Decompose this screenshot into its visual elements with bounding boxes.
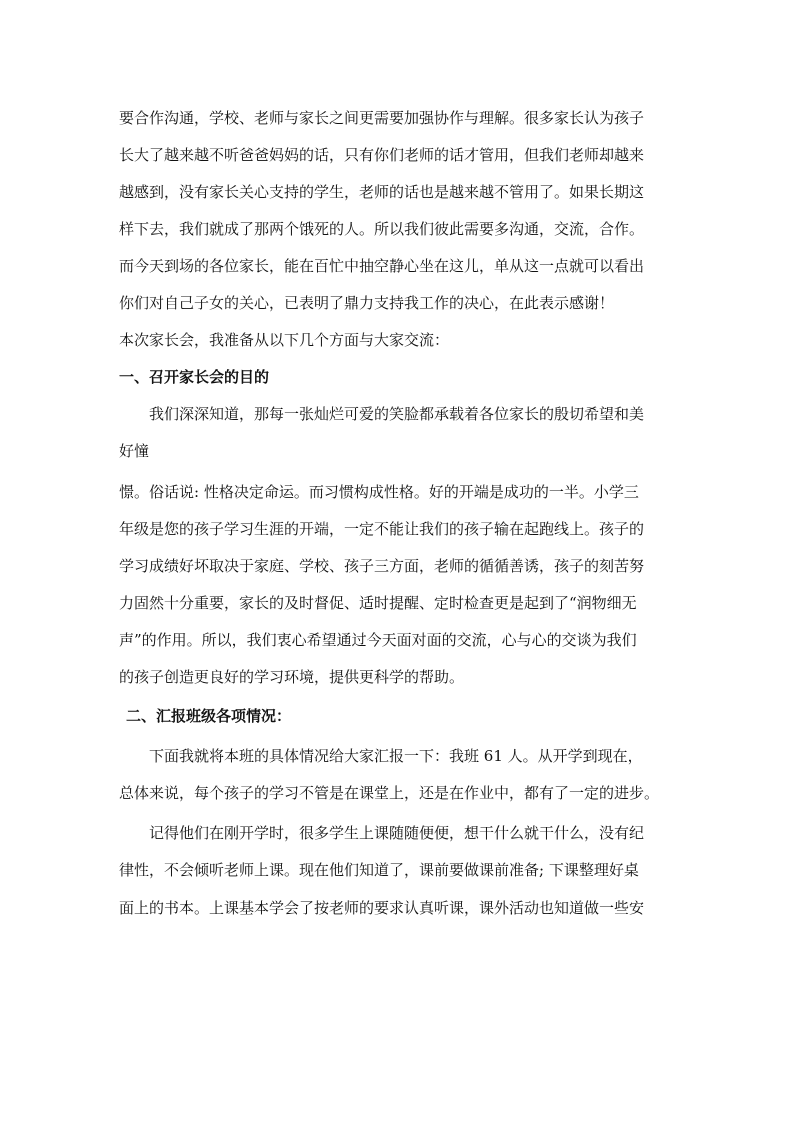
paragraph-line: 下面我就将本班的具体情况给大家汇报一下：我班 61 人。从开学到现在， <box>149 747 643 765</box>
paragraph-line: 要合作沟通，学校、老师与家长之间更需要加强协作与理解。很多家长认为孩子 <box>119 109 645 127</box>
paragraph-line: 的孩子创造更良好的学习环境，提供更科学的帮助。 <box>119 668 465 686</box>
paragraph-line: 而今天到场的各位家长，能在百忙中抽空静心坐在这儿，单从这一点就可以看出 <box>119 257 645 275</box>
paragraph-line: 面上的书本。上课基本学会了按老师的要求认真听课，课外活动也知道做一些安 <box>119 899 645 917</box>
paragraph-line: 憬。俗话说: 性格决定命运。而习惯构成性格。好的开端是成功的一半。小学三 <box>119 483 639 501</box>
paragraph-line: 样下去，我们就成了那两个饿死的人。所以我们彼此需要多沟通，交流，合作。 <box>119 220 645 238</box>
paragraph-line: 长大了越来越不听爸爸妈妈的话，只有你们老师的话才管用，但我们老师却越来 <box>119 146 645 164</box>
paragraph-line: 力固然十分重要，家长的及时督促、适时提醒、定时检查更是起到了“润物细无 <box>119 594 637 612</box>
paragraph-line: 你们对自己子女的关心，已表明了鼎力支持我工作的决心，在此表示感谢！ <box>119 294 615 312</box>
paragraph-line: 声”的作用。所以，我们衷心希望通过今天面对面的交流，心与心的交谈为我们 <box>119 631 637 649</box>
paragraph-line: 记得他们在刚开学时，很多学生上课随随便便，想干什么就干什么，没有纪 <box>149 824 645 842</box>
section-heading-purpose: 一、召开家长会的目的 <box>119 368 270 386</box>
paragraph-line: 好憧 <box>119 442 150 460</box>
section-heading-class-report: 二、汇报班级各项情况： <box>126 707 292 725</box>
paragraph-line: 我们深深知道，那每一张灿烂可爱的笑脸都承载着各位家长的殷切希望和美 <box>149 405 645 423</box>
paragraph-line: 越感到，没有家长关心支持的学生，老师的话也是越来越不管用了。如果长期这 <box>119 183 645 201</box>
paragraph-line: 学习成绩好坏取决于家庭、学校、孩子三方面，老师的循循善诱，孩子的刻苦努 <box>119 557 645 575</box>
paragraph-line: 本次家长会，我准备从以下几个方面与大家交流： <box>119 331 450 349</box>
paragraph-line: 总体来说，每个孩子的学习不管是在课堂上，还是在作业中，都有了一定的进步。 <box>119 784 660 802</box>
paragraph-line: 年级是您的孩子学习生涯的开端，一定不能让我们的孩子输在起跑线上。孩子的 <box>119 520 645 538</box>
paragraph-line: 律性，不会倾听老师上课。现在他们知道了，课前要做课前准备; 下课整理好桌 <box>119 861 639 879</box>
